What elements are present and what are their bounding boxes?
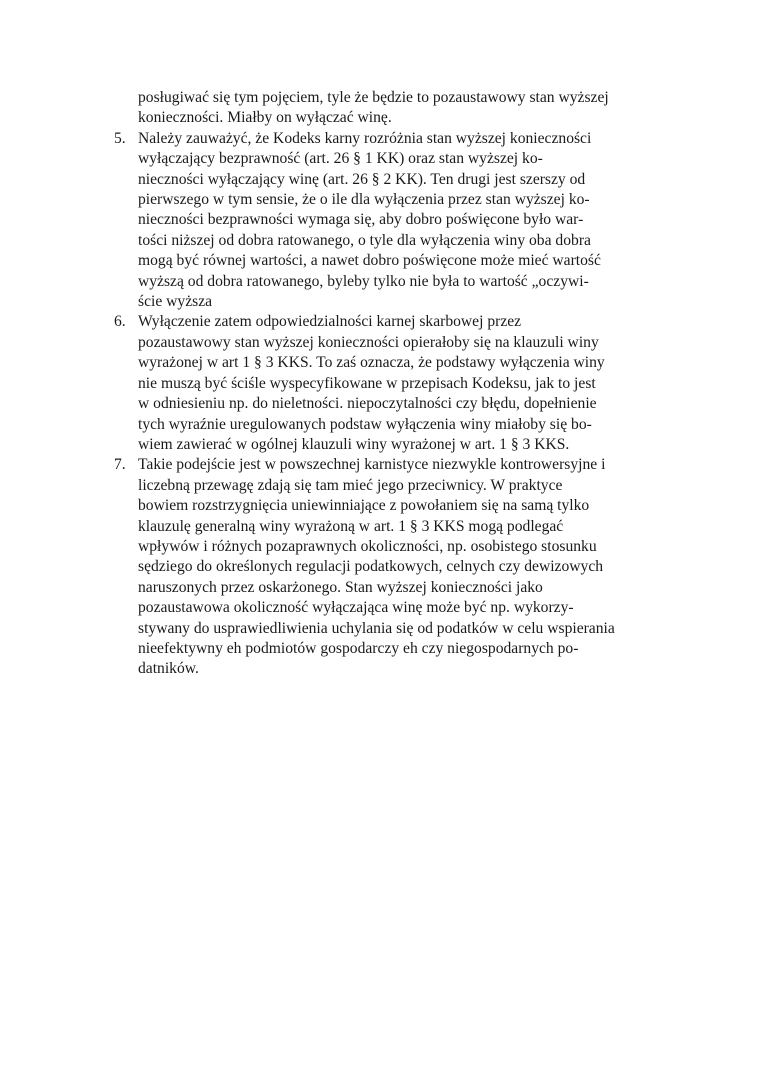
- text-line: nieczności bezprawności wymaga się, aby dobro poświęcone było war-: [138, 211, 584, 229]
- list-item-5: [114, 129, 674, 313]
- text-line: nie muszą być ściśle wyspecyfikowane w przepisach Kodeksu, jak to jest: [138, 374, 596, 392]
- text-line: liczebną przewagę zdają się tam mieć jego przeciwnicy. W praktyce: [138, 476, 563, 494]
- text-line: pierwszego w tym sensie, że o ile dla wyłączenia przez stan wyższej ko-: [138, 191, 590, 209]
- list-item-number: 5.: [114, 129, 126, 147]
- text-line: wiem zawierać w ogólnej klauzuli winy wyrażonej w art. 1 § 3 KKS.: [138, 435, 570, 453]
- text-line: tości niższej od dobra ratowanego, o tyle dla wyłączenia winy oba dobra: [138, 231, 591, 249]
- text-line: wyższą od dobra ratowanego, byleby tylko nie była to wartość „oczywi-: [138, 272, 589, 290]
- list-item-body: [138, 455, 674, 679]
- text-line: w odniesieniu np. do nieletności. niepoczytalności czy błędu, dopełnienie: [138, 395, 597, 413]
- document-text: [114, 88, 674, 680]
- text-line: tych wyraźnie uregulowanych podstaw wyłączenia winy miałoby się bo-: [138, 415, 592, 433]
- text-line: stywany do usprawiedliwienia uchylania się od podatków w celu wspierania: [138, 619, 615, 637]
- text-line: nieczności wyłączający winę (art. 26 § 2 KK). Ten drugi jest szerszy od: [138, 170, 586, 188]
- text-line: pozaustawowa okoliczność wyłączająca winę może być np. wykorzy-: [138, 599, 574, 617]
- text-line: mogą być równej wartości, a nawet dobro poświęcone może mieć wartość: [138, 252, 601, 270]
- list-item-number: 7.: [114, 456, 126, 474]
- text-line: Wyłączenie zatem odpowiedzialności karnej skarbowej przez: [138, 313, 522, 331]
- text-line: naruszonych przez oskarżonego. Stan wyższej konieczności jako: [138, 578, 543, 596]
- text-line: konieczności. Miałby on wyłączać winę.: [138, 109, 392, 127]
- text-line: datników.: [138, 660, 199, 678]
- list-item-body: [138, 312, 674, 455]
- text-line: wpływów i różnych pozaprawnych okoliczności, np. osobistego stosunku: [138, 537, 597, 555]
- text-line: nieefektywny eh podmiotów gospodarczy eh czy niegospodarnych po-: [138, 639, 579, 657]
- text-line: wyłączający bezprawność (art. 26 § 1 KK) oraz stan wyższej ko-: [138, 150, 543, 168]
- list-item-6: [114, 312, 674, 455]
- text-line: bowiem rozstrzygnięcia uniewinniające z powołaniem się na samą tylko: [138, 497, 590, 515]
- text-line: ście wyższa: [138, 293, 213, 311]
- continuation-paragraph: [114, 88, 674, 129]
- text-line: Należy zauważyć, że Kodeks karny rozróżnia stan wyższej konieczności: [138, 129, 592, 147]
- text-line: klauzulę generalną winy wyrażoną w art. 1 § 3 KKS mogą podlegać: [138, 517, 564, 535]
- text-line: Takie podejście jest w powszechnej karnistyce niezwykle kontrowersyjne i: [138, 456, 606, 474]
- text-line: pozaustawowy stan wyższej konieczności opierałoby się na klauzuli winy: [138, 333, 599, 351]
- text-line: sędziego do określonych regulacji podatkowych, celnych czy dewizowych: [138, 558, 604, 576]
- text-line: wyrażonej w art 1 § 3 KKS. To zaś oznacza, że podstawy wyłączenia winy: [138, 354, 605, 372]
- text-line: posługiwać się tym pojęciem, tyle że będzie to pozaustawowy stan wyższej: [138, 89, 609, 106]
- list-item-7: [114, 455, 674, 679]
- list-item-body: [138, 129, 674, 313]
- list-item-number: 6.: [114, 313, 126, 331]
